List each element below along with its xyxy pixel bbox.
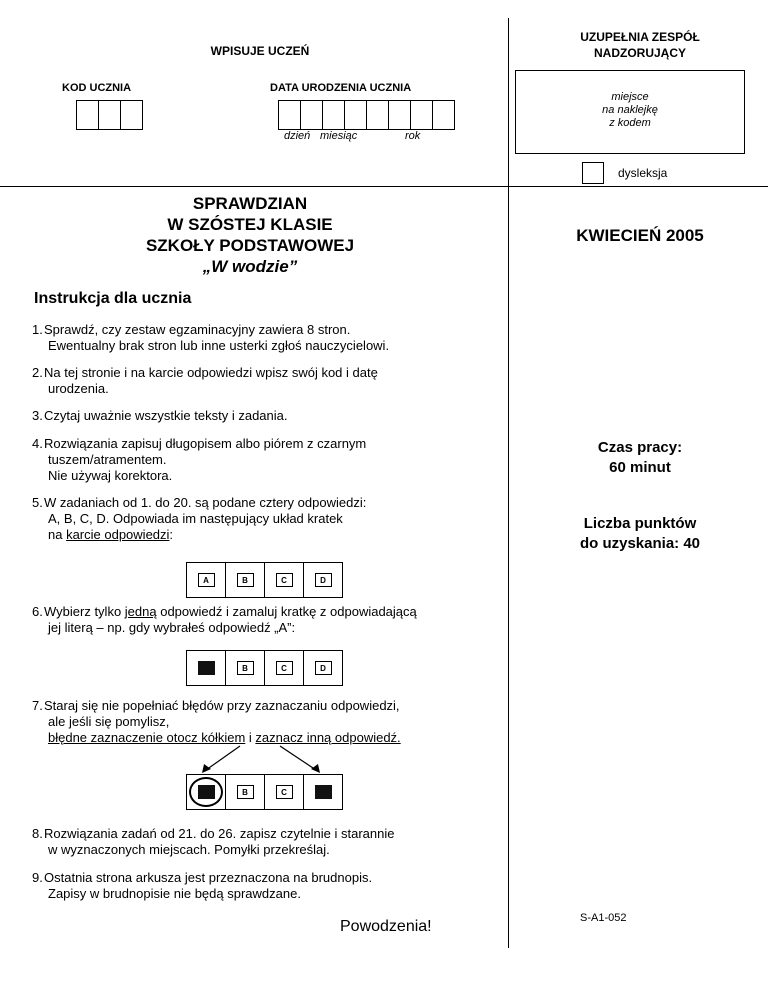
answer-box-b: B <box>237 573 254 587</box>
answer-box-c: C <box>276 785 293 799</box>
answer-box-a-filled <box>198 661 215 675</box>
team-section-title-1: UZUPEŁNIA ZESPÓŁ <box>580 30 700 44</box>
answer-box-d: D <box>315 661 332 675</box>
instruction-6: 6.Wybierz tylko jedną odpowiedź i zamaluj kratkę z odpowiadającą jej literą – np. gdy wybrałeś odpowiedź „A”: <box>32 604 417 635</box>
time-info: Czas pracy: 60 minut <box>597 439 683 476</box>
instruction-7: 7.Staraj się nie popełniać błędów przy zaznaczaniu odpowiedzi, ale jeśli się pomylisz, błędne zaznaczenie otocz kółkiem i zaznacz inną odpowiedź. <box>32 698 401 745</box>
instructions-heading: Instrukcja dla ucznia <box>34 290 192 307</box>
answer-box-b: B <box>237 785 254 799</box>
answer-box-c: C <box>276 661 293 675</box>
answer-box-a: A <box>198 573 215 587</box>
sheet-code: S-A1-052 <box>580 912 627 924</box>
instruction-9: 9.Ostatnia strona arkusza jest przeznaczona na brudnopis. Zapisy w brudnopisie nie będą sprawdzane. <box>32 870 373 901</box>
birth-date-label: DATA URODZENIA UCZNIA <box>270 82 412 94</box>
vertical-divider <box>508 18 509 948</box>
exam-date: KWIECIEŃ 2005 <box>576 226 704 245</box>
answer-box-d-filled <box>315 785 332 799</box>
student-code-label: KOD UCZNIA <box>62 82 132 94</box>
date-year-label: rok <box>405 130 421 142</box>
sticker-box <box>515 70 745 154</box>
answer-grid-example-filled <box>186 650 343 686</box>
good-luck-text: Powodzenia! <box>340 918 432 935</box>
circled-wrong-answer <box>189 777 223 807</box>
answer-box-c: C <box>276 573 293 587</box>
instruction-4: 4.Rozwiązania zapisuj długopisem albo piórem z czarnym tuszem/atramentem. Nie używaj korektora. <box>32 436 367 483</box>
dyslexia-checkbox[interactable] <box>582 162 604 184</box>
title-subtitle: „W wodzie” <box>202 257 298 276</box>
arrow-head-right <box>311 764 320 773</box>
points-info: Liczba punktów do uzyskania: 40 <box>579 515 701 552</box>
date-day-label: dzień <box>284 130 311 142</box>
correction-arrows <box>180 744 340 774</box>
title-line-1: SPRAWDZIAN <box>192 194 308 213</box>
student-code-field[interactable] <box>76 100 143 130</box>
dyslexia-label: dysleksja <box>618 166 668 180</box>
team-section-title-2: NADZORUJĄCY <box>593 46 686 60</box>
birth-date-field[interactable] <box>278 100 455 130</box>
answer-grid-example-empty <box>186 562 343 598</box>
instruction-8: 8.Rozwiązania zadań od 21. do 26. zapisz czytelnie i starannie w wyznaczonych miejscach. Pomyłki przekreślaj. <box>32 826 395 857</box>
title-line-2: W SZÓSTEJ KLASIE <box>167 215 333 234</box>
answer-box-b: B <box>237 661 254 675</box>
instruction-2: 2.Na tej stronie i na karcie odpowiedzi wpisz swój kod i datę urodzenia. <box>32 365 378 396</box>
answer-box-d: D <box>315 573 332 587</box>
student-section-title: WPISUJE UCZEŃ <box>210 44 310 58</box>
instruction-3: 3.Czytaj uważnie wszystkie teksty i zadania. <box>32 408 288 423</box>
instruction-5: 5.W zadaniach od 1. do 20. są podane cztery odpowiedzi: A, B, C, D. Odpowiada im następujący układ kratek na karcie odpowiedzi: <box>32 495 367 542</box>
instruction-1: 1.Sprawdź, czy zestaw egzaminacyjny zawiera 8 stron. Ewentualny brak stron lub inne usterki zgłoś nauczycielowi. <box>32 322 390 353</box>
date-month-label: miesiąc <box>320 130 358 142</box>
exam-title <box>130 193 370 277</box>
title-line-3: SZKOŁY PODSTAWOWEJ <box>145 236 355 255</box>
arrow-head-left <box>202 764 211 773</box>
sticker-text-2: na naklejkę <box>602 104 658 116</box>
answer-grid-example-corrected <box>186 774 343 810</box>
horizontal-divider <box>0 186 768 187</box>
sticker-text-3: z kodem <box>609 117 651 129</box>
sticker-text-1: miejsce <box>611 91 649 103</box>
